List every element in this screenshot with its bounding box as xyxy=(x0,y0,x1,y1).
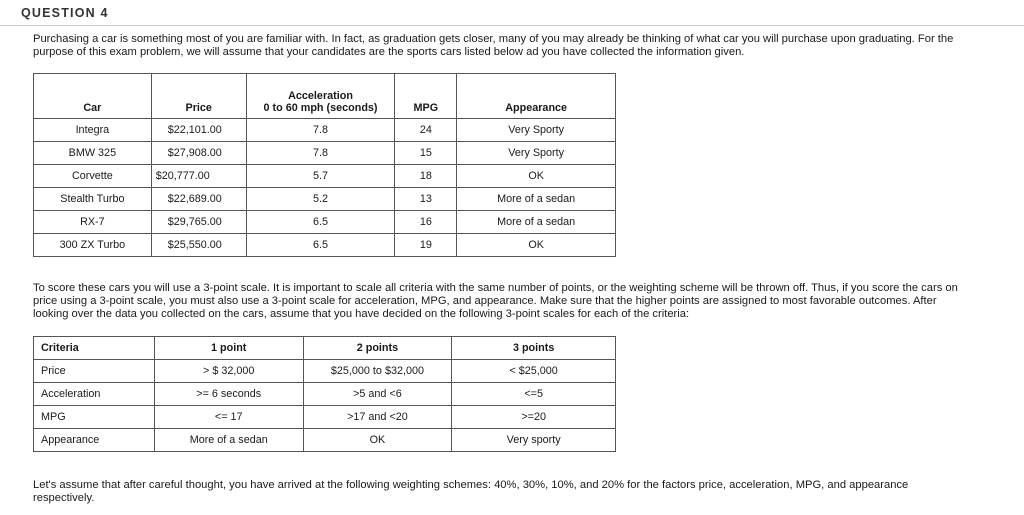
table-row xyxy=(34,406,616,429)
criteria-name: Price xyxy=(34,360,155,383)
table-row xyxy=(34,165,616,188)
score-3-points: <=5 xyxy=(452,383,616,406)
header-2-points: 2 points xyxy=(303,337,452,360)
car-mpg: 18 xyxy=(395,165,457,188)
car-appearance: OK xyxy=(457,234,616,257)
car-acceleration: 5.2 xyxy=(246,188,395,211)
car-acceleration: 5.7 xyxy=(246,165,395,188)
score-2-points: $25,000 to $32,000 xyxy=(303,360,452,383)
score-1-point: <= 17 xyxy=(154,406,303,429)
car-price: $25,550.00 xyxy=(151,234,246,257)
criteria-name: MPG xyxy=(34,406,155,429)
car-acceleration: 7.8 xyxy=(246,119,395,142)
header-acceleration xyxy=(246,74,395,119)
header-3-points: 3 points xyxy=(452,337,616,360)
car-name: 300 ZX Turbo xyxy=(34,234,152,257)
score-2-points: >5 and <6 xyxy=(303,383,452,406)
car-mpg: 13 xyxy=(395,188,457,211)
car-acceleration: 7.8 xyxy=(246,142,395,165)
table-row xyxy=(34,383,616,406)
header-price: Price xyxy=(151,74,246,119)
score-1-point: More of a sedan xyxy=(154,429,303,452)
score-1-point: > $ 32,000 xyxy=(154,360,303,383)
table-row xyxy=(34,142,616,165)
car-data-table xyxy=(33,73,616,257)
car-mpg: 15 xyxy=(395,142,457,165)
score-2-points: >17 and <20 xyxy=(303,406,452,429)
table-row xyxy=(34,234,616,257)
table-row xyxy=(34,188,616,211)
score-3-points: >=20 xyxy=(452,406,616,429)
header-appearance: Appearance xyxy=(457,74,616,119)
header-mpg: MPG xyxy=(395,74,457,119)
question-header xyxy=(0,0,1024,26)
header-acceleration-line2: 0 to 60 mph (seconds) xyxy=(263,102,378,114)
weighting-paragraph: Let's assume that after careful thought, you have arrived at the following weighting schemes: 40%, 30%, 10%, and 20% for the factors price, acceleration, MPG, and appearance respectively. xyxy=(33,479,909,504)
score-3-points: Very sporty xyxy=(452,429,616,452)
score-2-points: OK xyxy=(303,429,452,452)
car-appearance: More of a sedan xyxy=(457,211,616,234)
car-price: $20,777.00 xyxy=(151,165,246,188)
intro-paragraph: Purchasing a car is something most of you are familiar with. In fact, as graduation gets closer, many of you may already be thinking of what car you will purchase upon graduating. For the purpose of this exam problem, we will assume that your candidates are the sports cars listed below ad you have collected the information given. xyxy=(33,33,954,58)
scoring-paragraph: To score these cars you will use a 3-point scale. It is important to scale all criteria with the same number of points, or the weighting scheme will be thrown off. Thus, if you score the cars on price using a 3-point scale, you must also use a 3-point scale for acceleration, MPG, and appearance. Make sure that the higher points are assigned to most favorable outcomes. After looking over the data you collected on the cars, assume that you have decided on the following 3-point scales for each of the criteria: xyxy=(33,282,958,320)
car-name: BMW 325 xyxy=(34,142,152,165)
table-row xyxy=(34,119,616,142)
car-appearance: More of a sedan xyxy=(457,188,616,211)
car-price: $29,765.00 xyxy=(151,211,246,234)
header-1-point: 1 point xyxy=(154,337,303,360)
scale-table-header-row xyxy=(34,337,616,360)
table-row xyxy=(34,360,616,383)
car-price: $27,908.00 xyxy=(151,142,246,165)
car-appearance: Very Sporty xyxy=(457,142,616,165)
header-criteria: Criteria xyxy=(34,337,155,360)
scoring-scale-table xyxy=(33,336,616,452)
car-appearance: OK xyxy=(457,165,616,188)
car-acceleration: 6.5 xyxy=(246,211,395,234)
car-name: Stealth Turbo xyxy=(34,188,152,211)
table-row xyxy=(34,429,616,452)
criteria-name: Appearance xyxy=(34,429,155,452)
car-name: RX-7 xyxy=(34,211,152,234)
score-1-point: >= 6 seconds xyxy=(154,383,303,406)
car-table-header-row xyxy=(34,74,616,119)
header-acceleration-line1: Acceleration xyxy=(288,90,353,102)
car-name: Integra xyxy=(34,119,152,142)
car-mpg: 24 xyxy=(395,119,457,142)
table-row xyxy=(34,211,616,234)
car-price: $22,689.00 xyxy=(151,188,246,211)
car-name: Corvette xyxy=(34,165,152,188)
score-3-points: < $25,000 xyxy=(452,360,616,383)
car-price: $22,101.00 xyxy=(151,119,246,142)
criteria-name: Acceleration xyxy=(34,383,155,406)
header-car: Car xyxy=(34,74,152,119)
car-mpg: 19 xyxy=(395,234,457,257)
car-acceleration: 6.5 xyxy=(246,234,395,257)
car-mpg: 16 xyxy=(395,211,457,234)
car-appearance: Very Sporty xyxy=(457,119,616,142)
question-title: QUESTION 4 xyxy=(21,6,109,20)
